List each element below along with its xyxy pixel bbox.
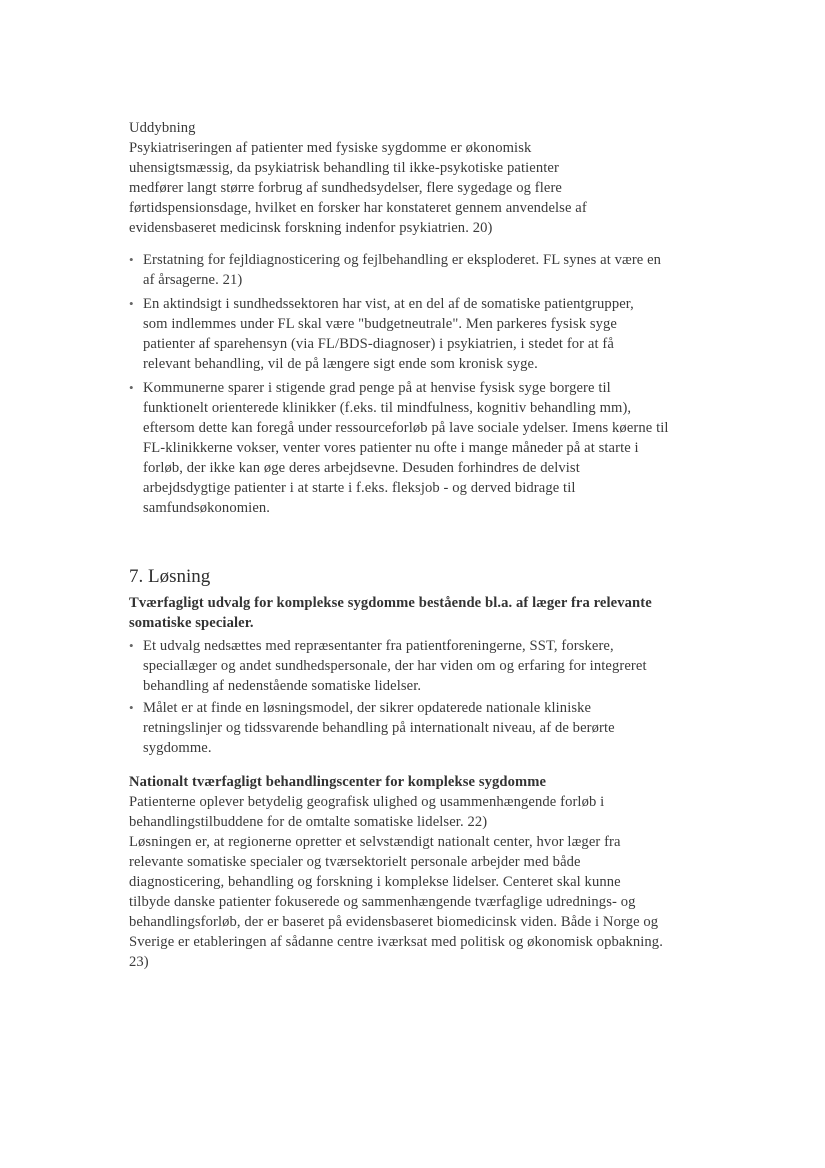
bullet-marker: • [129,296,134,311]
bullet-marker: • [129,638,134,653]
bullet-line: Målet er at finde en løsningsmodel, der sikrer opdaterede nationale kliniske [143,700,592,716]
bullet-line: speciallæger og andet sundhedspersonale, der har viden om og erfaring for integreret [143,658,647,674]
elaboration-line: uhensigtsmæssig, da psykiatrisk behandling til ikke-psykotiske patienter [129,160,559,176]
bullet-line: arbejdsdygtige patienter i at starte i f.eks. fleksjob - og derved bidrage til [143,480,576,496]
center-line: behandlingstilbuddene for de omtalte somatiske lidelser. 22) [129,814,488,830]
center-line: diagnosticering, behandling og forskning i komplekse lidelser. Centeret skal kunne [129,874,621,890]
bullet-marker: • [129,252,134,267]
elaboration-line: evidensbaseret medicinsk forskning indenfor psykiatrien. 20) [129,220,493,236]
center-line: 23) [129,954,149,970]
elaboration-line: medfører langt større forbrug af sundhedsydelser, flere sygedage og flere [129,180,563,196]
bullet-line: eftersom dette kan foregå under ressourceforløb på lave sociale ydelser. Imens køerne til [143,420,669,436]
center-line: relevante somatiske specialer og tværsektorielt personale arbejder med både [129,854,581,870]
center-line: Løsningen er, at regionerne opretter et selvstændigt nationalt center, hvor læger fra [129,834,621,850]
bullet-line: forløb, der ikke kan øge deres arbejdsevne. Desuden forhindres de delvist [143,460,580,476]
elaboration-line: Psykiatriseringen af patienter med fysiske sygdomme er økonomisk [129,140,532,156]
bullet-line: Kommunerne sparer i stigende grad penge på at henvise fysisk syge borgere til [143,380,611,396]
bullet-line: FL-klinikkerne vokser, venter vores patienter nu ofte i mange måneder på at starte i [143,440,639,456]
bullet-line: som indlemmes under FL skal være "budgetneutrale". Men parkeres fysisk syge [143,316,618,332]
center-line: Patienterne oplever betydelig geografisk ulighed og usammenhængende forløb i [129,794,605,810]
bullet-line: Erstatning for fejldiagnosticering og fejlbehandling er eksploderet. FL synes at være en [143,252,662,268]
committee-heading: somatiske specialer. [129,615,254,631]
bullet-line: samfundsøkonomien. [143,500,271,516]
committee-heading: Tværfagligt udvalg for komplekse sygdomme bestående bl.a. af læger fra relevante [129,595,652,611]
bullet-line: relevant behandling, vil de på længere sigt ende som kronisk syge. [143,356,538,372]
center-heading: Nationalt tværfagligt behandlingscenter for komplekse sygdomme [129,774,547,790]
center-line: Sverige er etableringen af sådanne centre iværksat med politisk og økonomisk opbakning. [129,934,663,950]
elaboration-heading: Uddybning [129,120,196,136]
bullet-line: funktionelt orienterede klinikker (f.eks. til mindfulness, kognitiv behandling mm), [143,400,632,416]
bullet-line: sygdomme. [143,740,212,756]
bullet-line: af årsagerne. 21) [143,272,243,288]
bullet-line: En aktindsigt i sundhedssektoren har vist, at en del af de somatiske patientgrupper, [143,296,634,312]
center-line: tilbyde danske patienter fokuserede og sammenhængende tværfaglige udrednings- og [129,894,636,910]
section-title: 7. Løsning [129,566,211,587]
bullet-line: behandling af nedenstående somatiske lidelser. [143,678,422,694]
bullet-line: patienter af sparehensyn (via FL/BDS-diagnoser) i psykiatrien, i stedet for at få [143,336,614,352]
elaboration-line: førtidspensionsdage, hvilket en forsker har konstateret gennem anvendelse af [129,200,587,216]
bullet-marker: • [129,700,134,715]
bullet-line: retningslinjer og tidssvarende behandling på internationalt niveau, af de berørte [143,720,615,736]
center-line: behandlingsforløb, der er baseret på evidensbaseret biomedicinsk viden. Både i Norge og [129,914,659,930]
bullet-line: Et udvalg nedsættes med repræsentanter fra patientforeningerne, SST, forskere, [143,638,614,654]
bullet-marker: • [129,380,134,395]
